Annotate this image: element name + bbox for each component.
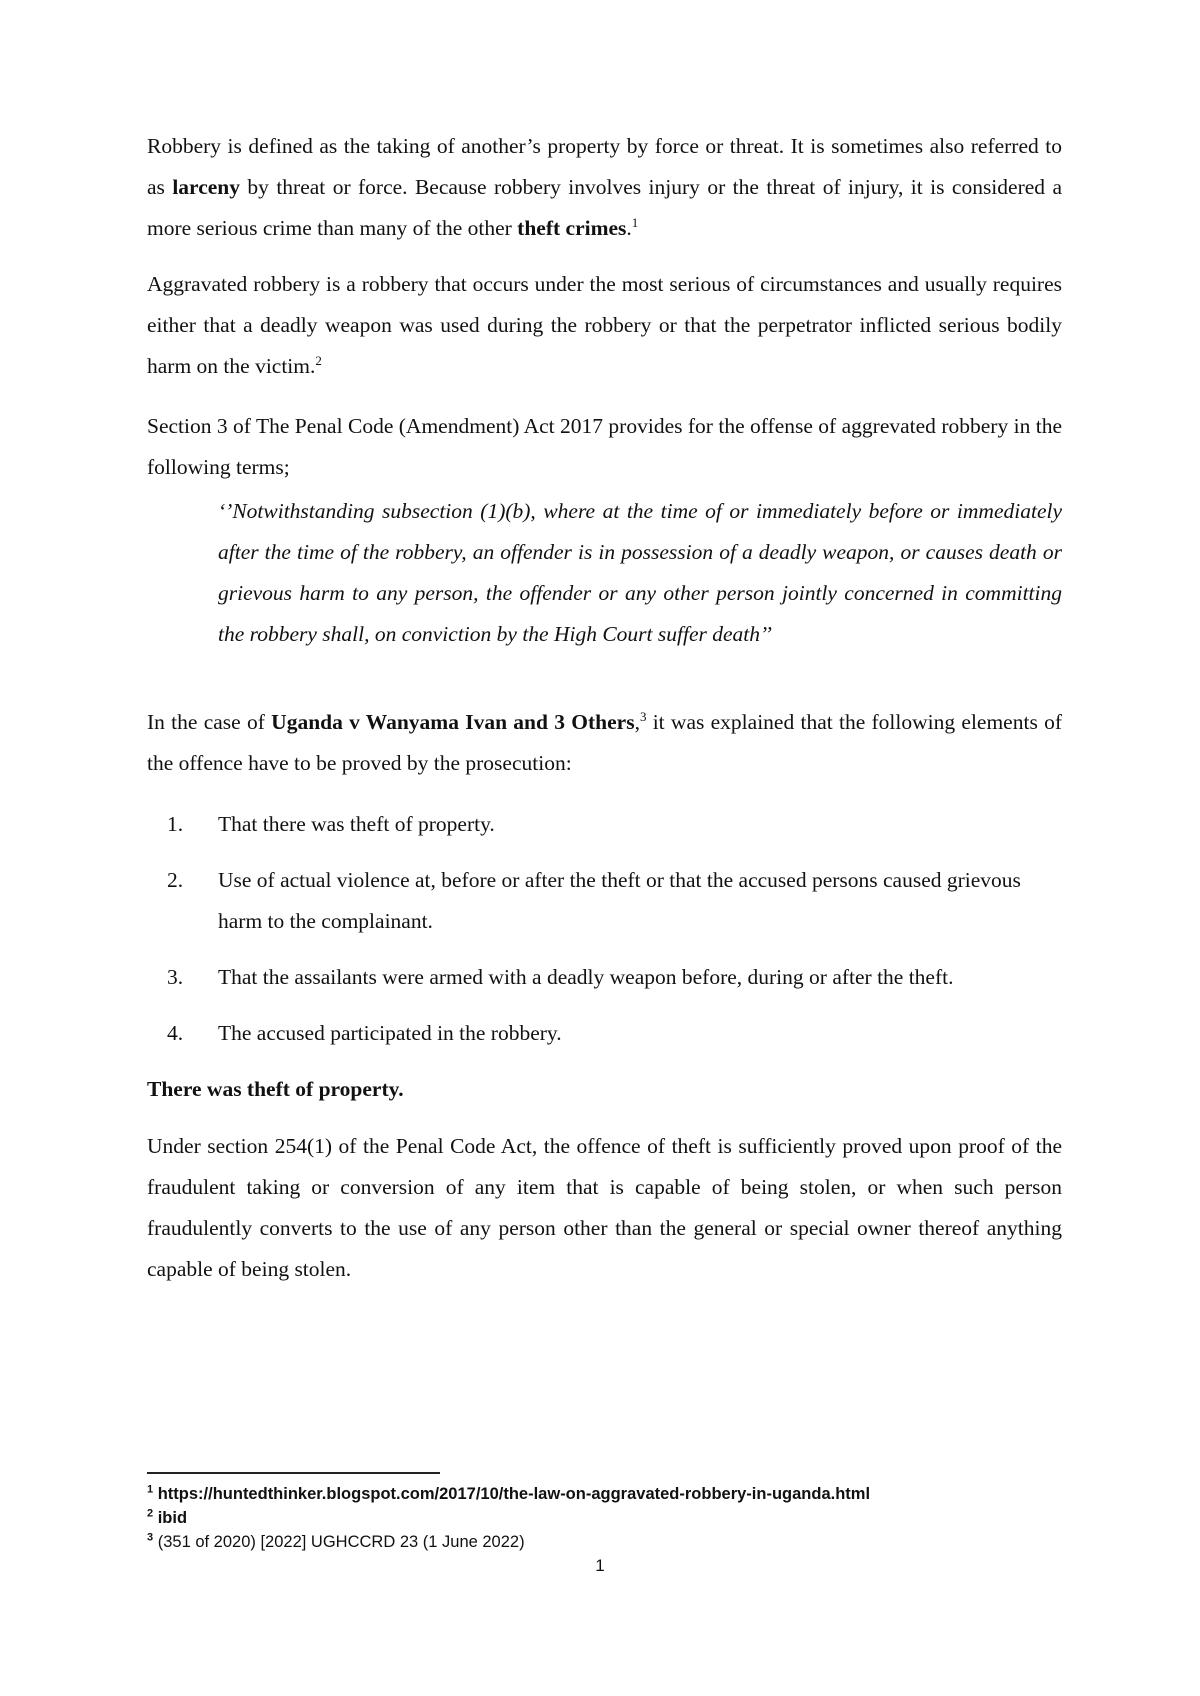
footnote-3 xyxy=(147,1530,1067,1554)
footnote-mark: 3 xyxy=(147,1531,154,1544)
statute-quote: ‘’Notwithstanding subsection (1)(b), where at the time of or immediately before or immediately after the time of the robbery, an offender is in possession of a deadly weapon, or causes death or grievous harm to any person, the offender or any other person jointly concerned in committing the robbery shall, on conviction by the High Court suffer death’’ xyxy=(218,499,1062,646)
text-run: , xyxy=(634,710,640,734)
footnote-ref[interactable]: 2 xyxy=(315,352,322,368)
footnote-text: (351 of 2020) [2022] UGHCCRD 23 (1 June 2022) xyxy=(157,1533,525,1551)
list-number: 1. xyxy=(167,812,184,836)
list-text: The accused participated in the robbery. xyxy=(218,1021,562,1045)
text-run: Section 3 of The Penal Code (Amendment) Act 2017 provides for the offense of aggrevated robbery in the following terms; xyxy=(147,414,1062,479)
list-number: 2. xyxy=(167,868,184,892)
footnote-separator xyxy=(147,1472,440,1474)
footnote-2 xyxy=(147,1506,1067,1530)
text-run: In the case of xyxy=(147,710,272,734)
text-run: Under section 254(1) of the Penal Code Act, the offence of theft is sufficiently proved upon proof of the fraudulent taking or conversion of any item that is capable of being stolen, or when such person fraudulently converts to the use of any person other than the general or special owner thereof anything capable of being stolen. xyxy=(147,1134,1062,1281)
text-run: Robbery is defined as the taking of another’s property by force or threat. It is sometimes also referred to as xyxy=(147,134,1062,199)
list-number: 3. xyxy=(167,965,184,989)
footnote-ref[interactable]: 1 xyxy=(631,214,639,230)
list-text: That there was theft of property. xyxy=(218,812,495,836)
footnote-ref[interactable]: 3 xyxy=(639,708,647,724)
list-text: That the assailants were armed with a deadly weapon before, during or after the theft. xyxy=(218,965,954,989)
paragraph-case-reference xyxy=(147,702,1062,784)
list-number: 4. xyxy=(167,1021,184,1045)
section-heading: There was theft of property. xyxy=(147,1077,404,1101)
paragraph-section-254 xyxy=(147,1126,1062,1290)
paragraph-section-3 xyxy=(147,406,1062,488)
footnote-link[interactable]: https://huntedthinker.blogspot.com/2017/10/the-law-on-aggravated-robbery-in-uganda.html xyxy=(157,1485,871,1503)
bold-term-theft-crimes: theft crimes xyxy=(517,216,627,240)
text-run: Aggravated robbery is a robbery that occurs under the most serious of circumstances and usually requires either that a deadly weapon was used during the robbery or that the perpetrator inflicted serious bodily harm on the victim. xyxy=(147,272,1062,378)
footnote-1 xyxy=(147,1482,1067,1506)
text-run: by threat or force. Because robbery involves injury or the threat of injury, it is considered a more serious crime than many of the other xyxy=(147,175,1062,240)
page-number: 1 xyxy=(595,1556,605,1575)
footnote-mark: 2 xyxy=(147,1507,154,1520)
footnote-text: ibid xyxy=(157,1509,188,1527)
paragraph-robbery-definition xyxy=(147,126,1062,249)
list-text: Use of actual violence at, before or after the theft or that the accused persons caused grievous harm to the complainant. xyxy=(218,868,1021,933)
paragraph-aggravated-robbery xyxy=(147,264,1062,387)
footnote-mark: 1 xyxy=(147,1483,154,1496)
case-name: Uganda v Wanyama Ivan and 3 Others xyxy=(271,710,635,734)
bold-term-larceny: larceny xyxy=(172,175,240,199)
text-run: it was explained that the following elements of the offence have to be proved by the prosecution: xyxy=(147,710,1062,775)
text-run: . xyxy=(626,216,632,240)
